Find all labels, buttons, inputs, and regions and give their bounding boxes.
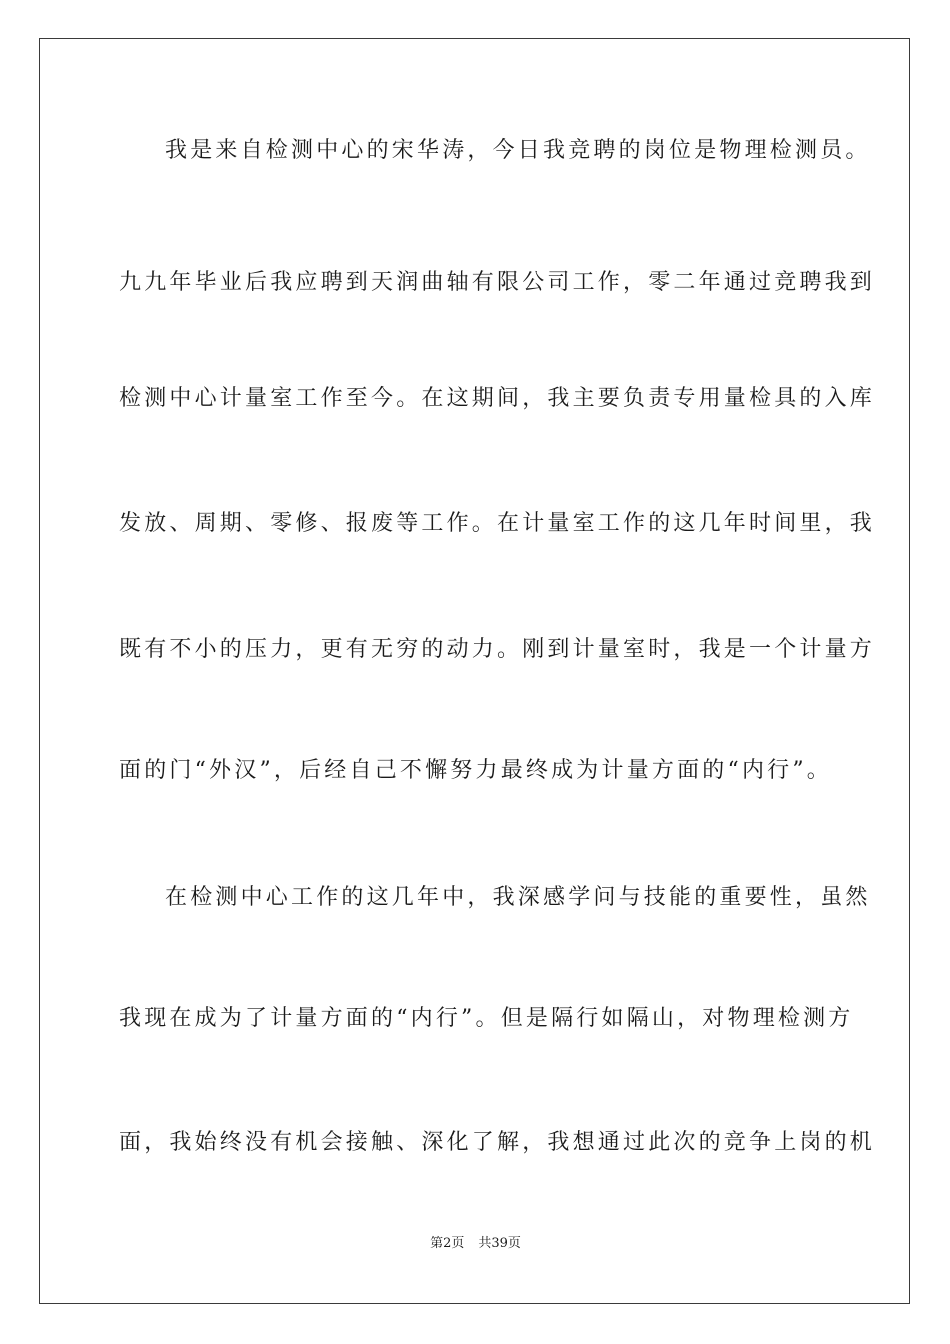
paragraph-1-line-3: 检测中心计量室工作至今。在这期间，我主要负责专用量检具的入库: [119, 386, 876, 411]
paragraph-2-line-3: 面，我始终没有机会接触、深化了解，我想通过此次的竞争上岗的机: [119, 1130, 876, 1155]
paragraph-1-line-6: 面的门“外汉”，后经自己不懈努力最终成为计量方面的“内行”。: [119, 758, 832, 783]
paragraph-2-line-2: 我现在成为了计量方面的“内行”。但是隔行如隔山，对物理检测方: [119, 1006, 854, 1031]
page-footer: [40, 1232, 911, 1251]
document-page: [39, 38, 910, 1304]
paragraph-1-line-1: 我是来自检测中心的宋华涛，今日我竞聘的岗位是物理检测员。: [165, 138, 871, 163]
paragraph-1-line-5: 既有不小的压力，更有无穷的动力。刚到计量室时，我是一个计量方: [119, 637, 876, 662]
paragraph-1-line-2: 九九年毕业后我应聘到天润曲轴有限公司工作，零二年通过竞聘我到: [119, 270, 876, 295]
page-total: 共39页: [478, 1236, 521, 1251]
page-number: 第2页: [430, 1236, 465, 1251]
paragraph-2-line-1: 在检测中心工作的这几年中，我深感学问与技能的重要性，虽然: [165, 885, 871, 910]
paragraph-1-line-4: 发放、周期、零修、报废等工作。在计量室工作的这几年时间里，我: [119, 511, 876, 536]
